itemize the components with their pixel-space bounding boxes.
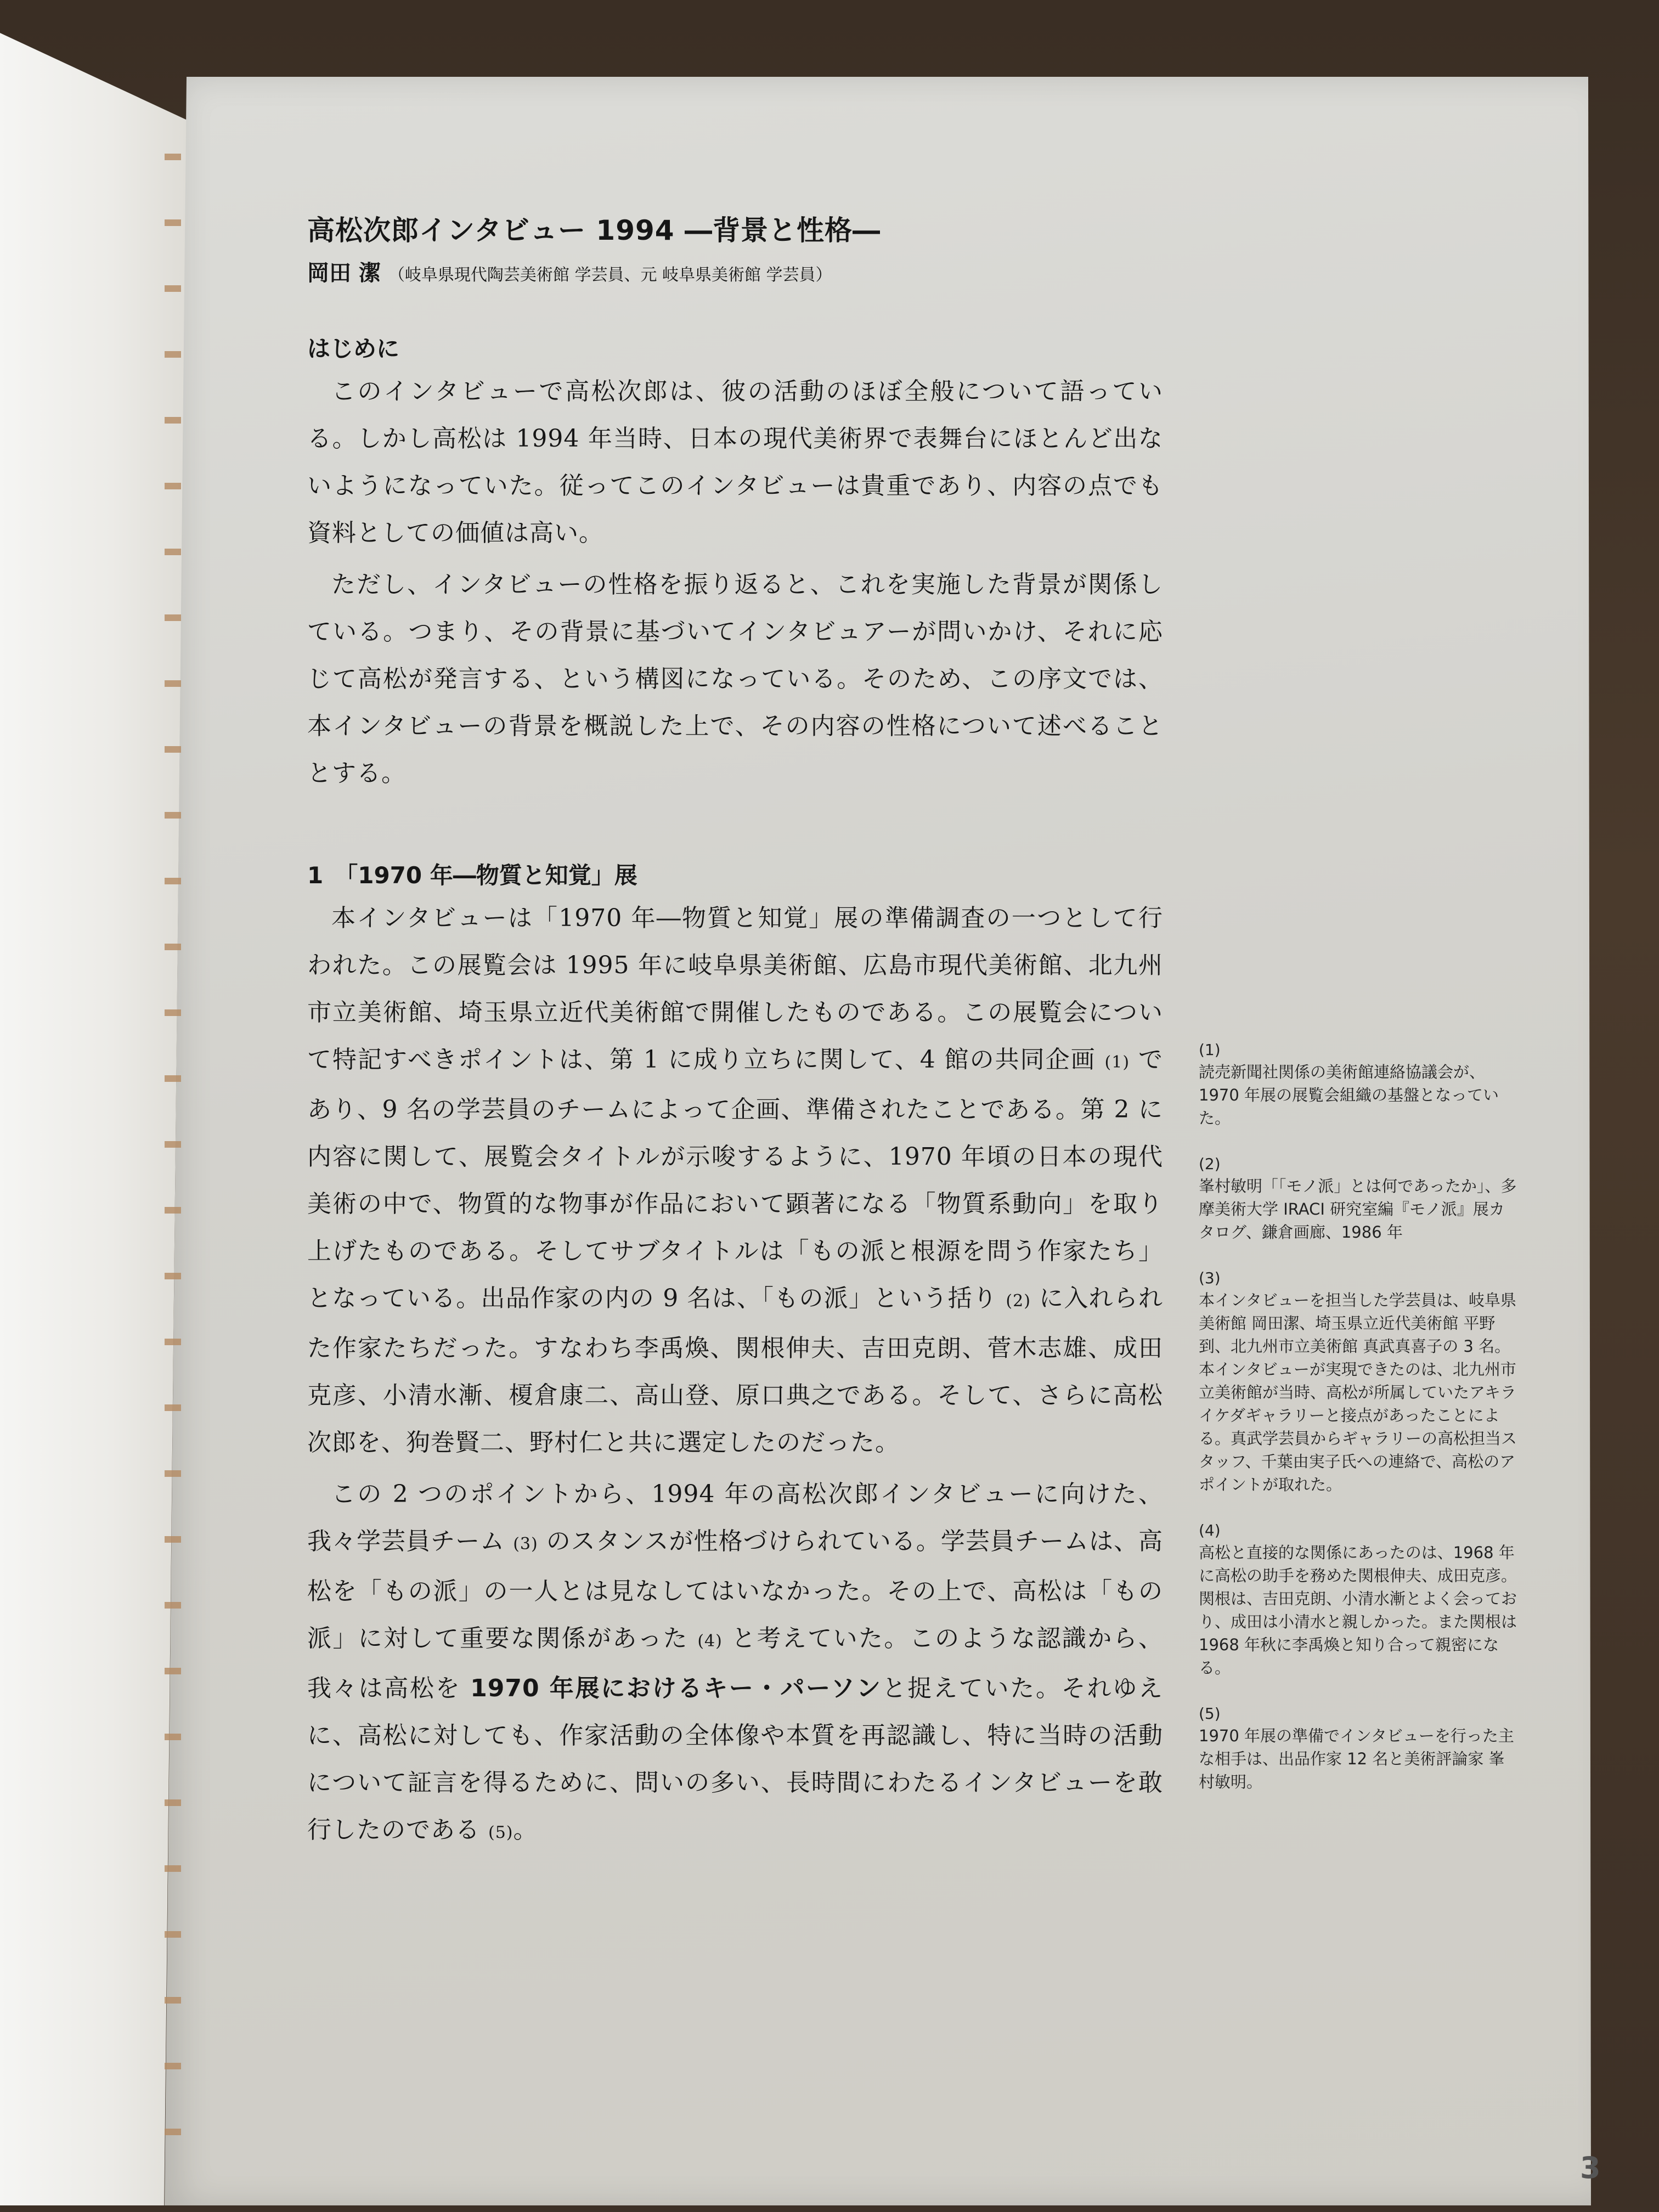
footnote-ref-1: (1): [1104, 1053, 1130, 1072]
footnote-2: (2) 峯村敏明「「モノ派」とは何であったか」、多摩美術大学 IRACI 研究室編『モノ派』展カタログ、鎌倉画廊、1986 年: [1199, 1155, 1517, 1242]
intro-paragraph-1: このインタビューで高松次郎は、彼の活動のほぼ全般について語っている。しかし高松は 1994 年当時、日本の現代美術界で表舞台にほとんど出ないようになっていた。従ってこのインタビューは貴重であり、内容の点でも資料としての価値は高い。: [307, 377, 1163, 547]
footnotes-column: [1199, 1040, 1517, 1818]
author-line: [307, 256, 1163, 287]
footnote-3: (3) 本インタビューを担当した学芸員は、岐阜県美術館 岡田潔、埼玉県立近代美術館 平野到、北九州市立美術館 真武真喜子の 3 名。本インタビューが実現できたのは、北九州市立美術館が当時、高松が所属していたアキライケダギャラリーと接点があったことによる。真武学芸員からギャラリーの高松担当スタッフ、千葉由実子氏への連絡で、高松のアポイントが取れた。: [1199, 1269, 1517, 1494]
footnote-ref-2: (2): [1006, 1291, 1031, 1311]
footnote-5: (5) 1970 年展の準備でインタビューを行った主な相手は、出品作家 12 名と美術評論家 峯村敏明。: [1199, 1705, 1514, 1791]
page-number: 3: [1580, 2151, 1601, 2185]
footnote-ref-4: (4): [697, 1632, 723, 1651]
binding-stitches: [165, 110, 181, 2140]
footnote-1: (1) 読売新聞社関係の美術館連絡協議会が、1970 年展の展覧会組織の基盤となっていた。: [1199, 1041, 1499, 1127]
footnote-ref-5: (5): [488, 1823, 514, 1842]
section-heading-1: 1 「1970 年―物質と知覚」展: [307, 862, 637, 889]
section1-paragraph-2: この 2 つのポイントから、1994 年の高松次郎インタビューに向けた、我々学芸員チーム (3) のスタンスが性格づけられている。学芸員チームは、高松を「もの派」の一人とは見なしてはいなかった。その上で、高松は「もの派」に対して重要な関係があった (4) と考えていた。このような認識から、我々は高松を 1970 年展におけるキー・パーソンと捉えていた。それゆえに、高松に対しても、作家活動の全体像や本質を再認識し、特に当時の活動について証言を得るために、問いの多い、長時間にわたるインタビューを敢行したのである (5)。: [307, 1480, 1164, 1844]
emphasis-key-person: 1970 年展におけるキー・パーソン: [470, 1674, 882, 1702]
author-name: 岡田 潔: [307, 261, 381, 286]
section-heading-intro: はじめに: [307, 335, 400, 362]
previous-page: [0, 33, 187, 2205]
main-column: [307, 208, 1163, 1857]
footnote-4: (4) 高松と直接的な関係にあったのは、1968 年に高松の助手を務めた関根伸夫、成田克彦。関根は、吉田克朗、小清水漸とよく会っており、成田は小清水と親しかった。また関根は 1968 年秋に李禹煥と知り合って親密になる。: [1199, 1521, 1517, 1677]
section1-paragraph-1: 本インタビューは「1970 年―物質と知覚」展の準備調査の一つとして行われた。この展覧会は 1995 年に岐阜県美術館、広島市現代美術館、北九州市立美術館、埼玉県立近代美術館で開催したものである。この展覧会について特記すべきポイントは、第 1 に成り立ちに関して、4 館の共同企画 (1) であり、9 名の学芸員のチームによって企画、準備されたことである。第 2 に内容に関して、展覧会タイトルが示唆するように、1970 年頃の日本の現代美術の中で、物質的な物事が作品において顕著になる「物質系動向」を取り上げたものである。そしてサブタイトルは「もの派と根源を問う作家たち」となっている。出品作家の内の 9 名は、「もの派」という括り (2) に入れられた作家たちだった。すなわち李禹煥、関根伸夫、吉田克朗、菅木志雄、成田克彦、小清水漸、榎倉康二、高山登、原口典之である。そして、さらに高松次郎を、狗巻賢二、野村仁と共に選定したのだった。: [307, 904, 1163, 1457]
article-title: 高松次郎インタビュー 1994 ―背景と性格―: [307, 215, 881, 246]
intro-paragraph-2: ただし、インタビューの性格を振り返ると、これを実施した背景が関係している。つまり、その背景に基づいてインタビュアーが問いかけ、それに応じて高松が発言する、という構図になっている。そのため、この序文では、本インタビューの背景を概説した上で、その内容の性格について述べることとする。: [307, 571, 1163, 787]
footnote-ref-3: (3): [513, 1534, 538, 1554]
author-affiliation: （岐阜県現代陶芸美術館 学芸員、元 岐阜県美術館 学芸員）: [388, 266, 832, 285]
